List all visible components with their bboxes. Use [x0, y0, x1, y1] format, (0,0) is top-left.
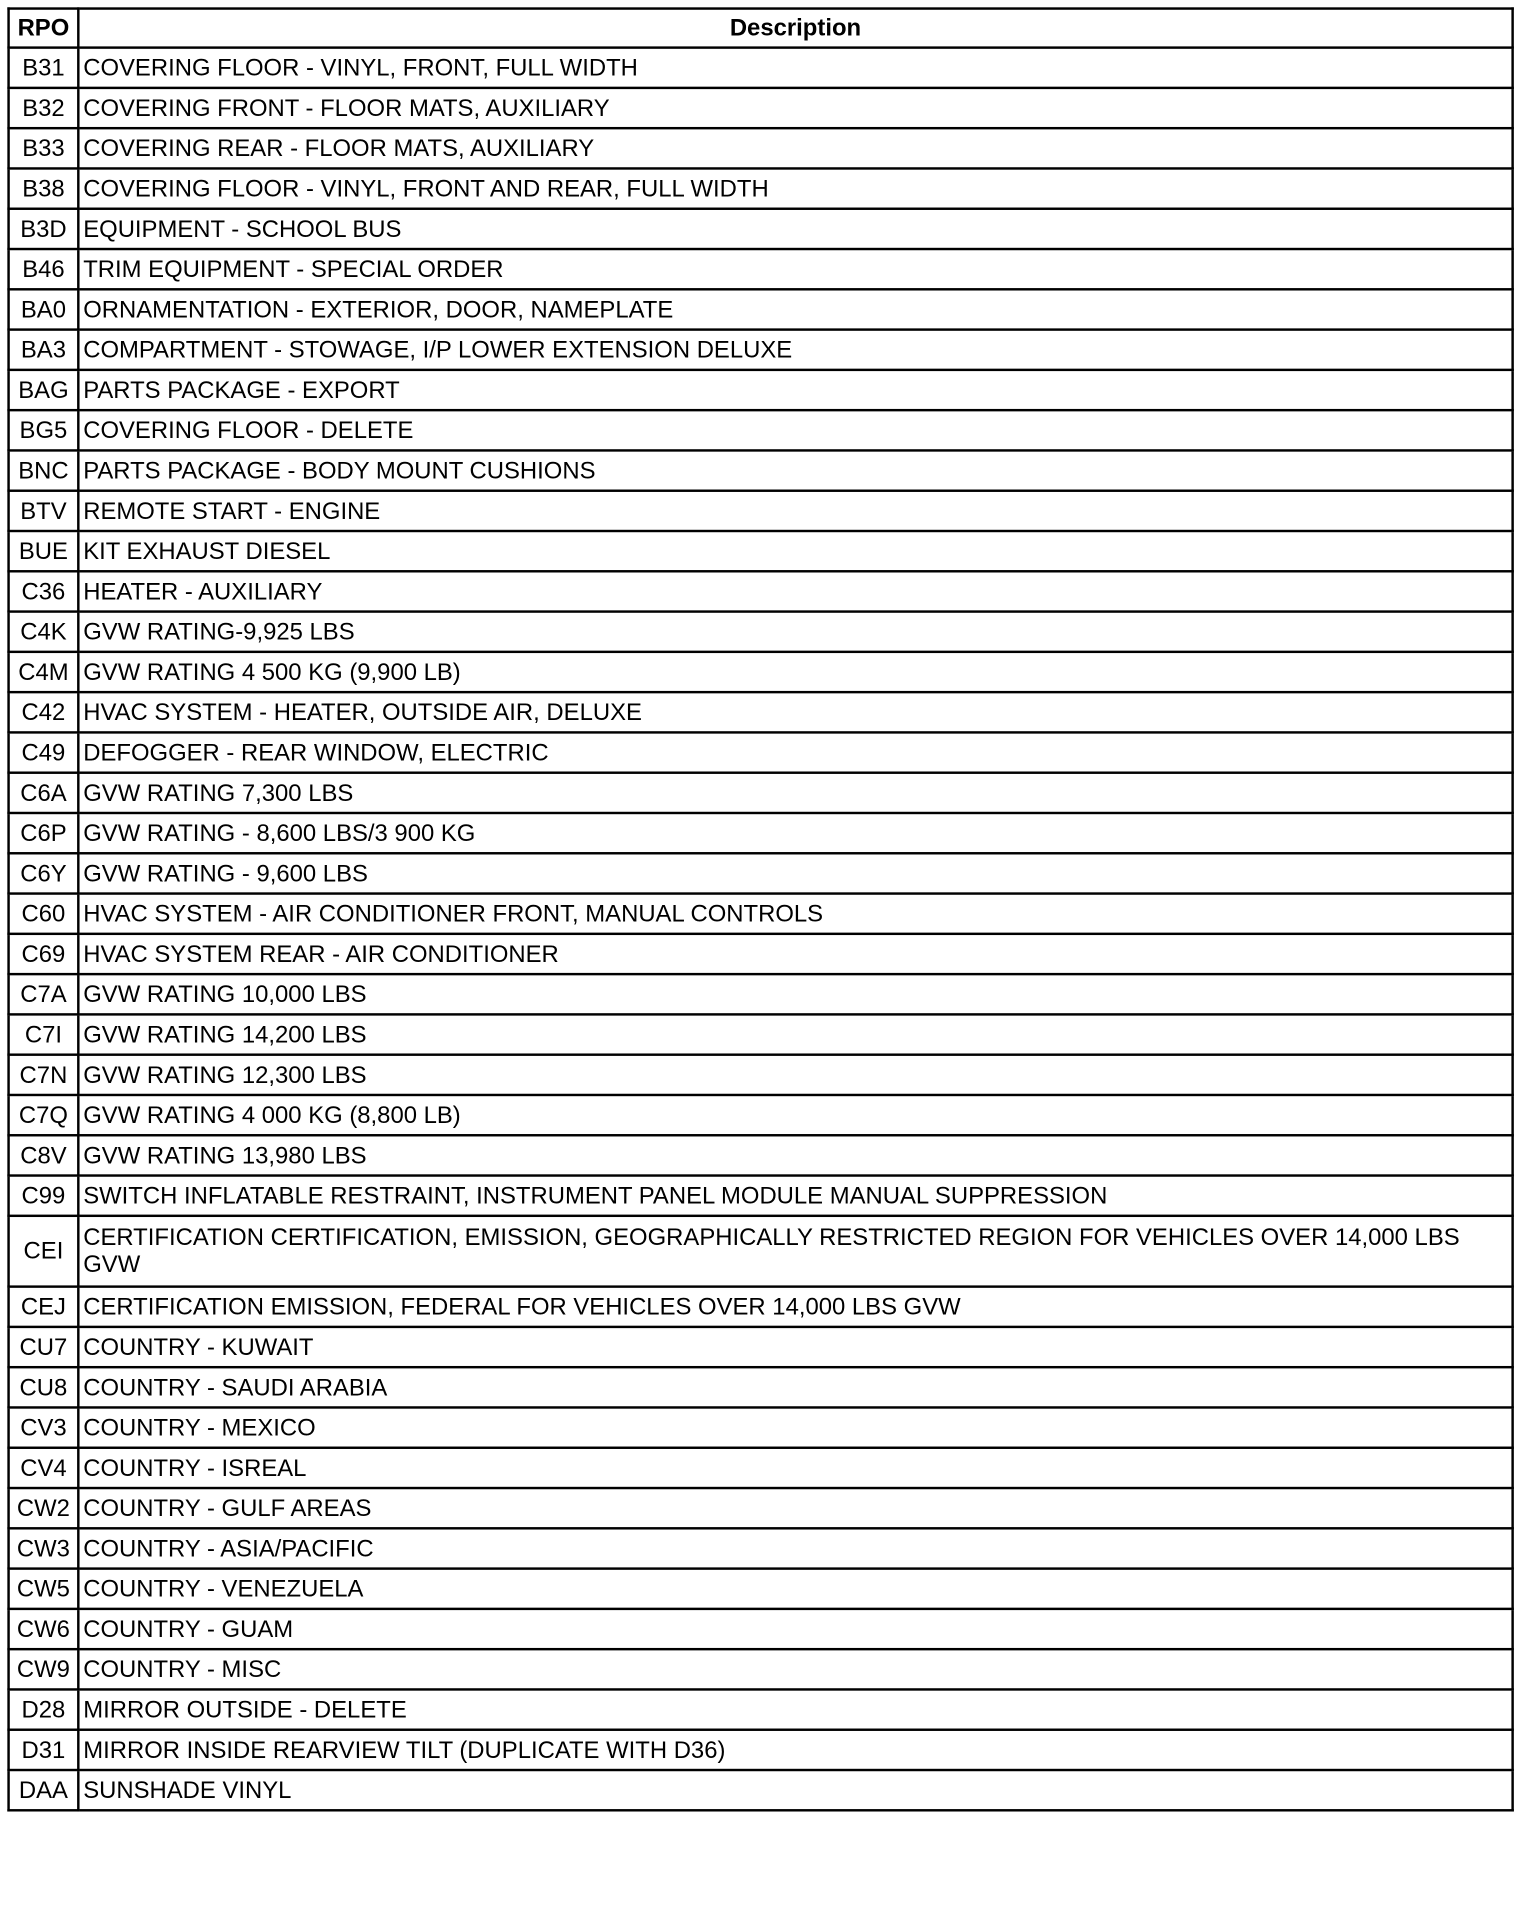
rpo-code-cell: C4M: [9, 652, 79, 692]
rpo-code-cell: C4K: [9, 612, 79, 652]
table-row: [9, 1528, 1513, 1568]
description-cell: SUNSHADE VINYL: [78, 1770, 1512, 1810]
table-row: [9, 1730, 1513, 1770]
table-row: [9, 88, 1513, 128]
description-cell: GVW RATING - 8,600 LBS/3 900 KG: [78, 813, 1512, 853]
description-cell: GVW RATING 4 000 KG (8,800 LB): [78, 1095, 1512, 1135]
description-cell: COVERING REAR - FLOOR MATS, AUXILIARY: [78, 128, 1512, 168]
table-body: [9, 48, 1513, 1811]
table-row: [9, 1569, 1513, 1609]
table-row: [9, 1407, 1513, 1447]
description-cell: COUNTRY - GUAM: [78, 1609, 1512, 1649]
table-row: [9, 1448, 1513, 1488]
table-row: [9, 370, 1513, 410]
rpo-code-cell: BA3: [9, 330, 79, 370]
rpo-code-cell: CW5: [9, 1569, 79, 1609]
rpo-code-cell: CW6: [9, 1609, 79, 1649]
table-row: [9, 128, 1513, 168]
rpo-code-cell: BTV: [9, 491, 79, 531]
rpo-code-cell: CEJ: [9, 1287, 79, 1327]
table-row: [9, 410, 1513, 450]
rpo-column-header: RPO: [9, 9, 79, 48]
rpo-code-cell: C7N: [9, 1055, 79, 1095]
description-cell: COVERING FLOOR - VINYL, FRONT AND REAR, FULL WIDTH: [78, 168, 1512, 208]
description-cell: KIT EXHAUST DIESEL: [78, 531, 1512, 571]
table-row: [9, 1327, 1513, 1367]
rpo-code-cell: BUE: [9, 531, 79, 571]
rpo-code-cell: B3D: [9, 209, 79, 249]
rpo-code-cell: BAG: [9, 370, 79, 410]
description-cell: COVERING FLOOR - DELETE: [78, 410, 1512, 450]
description-cell: PARTS PACKAGE - EXPORT: [78, 370, 1512, 410]
description-cell: COUNTRY - ISREAL: [78, 1448, 1512, 1488]
table-row: [9, 692, 1513, 732]
table-row: [9, 934, 1513, 974]
rpo-code-cell: C36: [9, 571, 79, 611]
rpo-code-cell: CU7: [9, 1327, 79, 1367]
table-row: [9, 531, 1513, 571]
table-row: [9, 330, 1513, 370]
rpo-code-cell: CEI: [9, 1216, 79, 1287]
description-cell: COUNTRY - VENEZUELA: [78, 1569, 1512, 1609]
rpo-code-cell: C7Q: [9, 1095, 79, 1135]
table-row: [9, 1055, 1513, 1095]
rpo-code-cell: BG5: [9, 410, 79, 450]
description-cell: MIRROR OUTSIDE - DELETE: [78, 1689, 1512, 1729]
table-row: [9, 168, 1513, 208]
table-row: [9, 1488, 1513, 1528]
description-cell: GVW RATING 7,300 LBS: [78, 773, 1512, 813]
description-cell: ORNAMENTATION - EXTERIOR, DOOR, NAMEPLATE: [78, 289, 1512, 329]
description-cell: GVW RATING - 9,600 LBS: [78, 853, 1512, 893]
table-row: [9, 1176, 1513, 1216]
description-cell: COVERING FRONT - FLOOR MATS, AUXILIARY: [78, 88, 1512, 128]
table-row: [9, 652, 1513, 692]
rpo-code-cell: B38: [9, 168, 79, 208]
description-cell: COUNTRY - ASIA/PACIFIC: [78, 1528, 1512, 1568]
description-cell: TRIM EQUIPMENT - SPECIAL ORDER: [78, 249, 1512, 289]
rpo-code-cell: C7I: [9, 1014, 79, 1054]
rpo-code-cell: C49: [9, 732, 79, 772]
description-cell: DEFOGGER - REAR WINDOW, ELECTRIC: [78, 732, 1512, 772]
description-column-header: Description: [78, 9, 1512, 48]
description-cell: GVW RATING 14,200 LBS: [78, 1014, 1512, 1054]
table-row: [9, 1095, 1513, 1135]
table-row: [9, 491, 1513, 531]
rpo-code-cell: D28: [9, 1689, 79, 1729]
description-cell: HVAC SYSTEM - AIR CONDITIONER FRONT, MANUAL CONTROLS: [78, 894, 1512, 934]
description-cell: COVERING FLOOR - VINYL, FRONT, FULL WIDTH: [78, 48, 1512, 88]
rpo-code-cell: BA0: [9, 289, 79, 329]
table-row: [9, 894, 1513, 934]
table-row: [9, 209, 1513, 249]
table-row: [9, 571, 1513, 611]
description-cell: PARTS PACKAGE - BODY MOUNT CUSHIONS: [78, 450, 1512, 490]
rpo-code-cell: CV4: [9, 1448, 79, 1488]
rpo-code-cell: B31: [9, 48, 79, 88]
description-cell: EQUIPMENT - SCHOOL BUS: [78, 209, 1512, 249]
description-cell: MIRROR INSIDE REARVIEW TILT (DUPLICATE WITH D36): [78, 1730, 1512, 1770]
description-cell: COUNTRY - KUWAIT: [78, 1327, 1512, 1367]
table-row: [9, 1287, 1513, 1327]
rpo-code-cell: C6A: [9, 773, 79, 813]
description-cell: CERTIFICATION EMISSION, FEDERAL FOR VEHICLES OVER 14,000 LBS GVW: [78, 1287, 1512, 1327]
description-cell: GVW RATING 4 500 KG (9,900 LB): [78, 652, 1512, 692]
table-row: [9, 1216, 1513, 1287]
rpo-code-cell: B32: [9, 88, 79, 128]
rpo-code-cell: CW9: [9, 1649, 79, 1689]
description-cell: COMPARTMENT - STOWAGE, I/P LOWER EXTENSION DELUXE: [78, 330, 1512, 370]
description-cell: HVAC SYSTEM - HEATER, OUTSIDE AIR, DELUXE: [78, 692, 1512, 732]
table-row: [9, 853, 1513, 893]
rpo-code-cell: CV3: [9, 1407, 79, 1447]
description-cell: COUNTRY - MEXICO: [78, 1407, 1512, 1447]
rpo-code-cell: C99: [9, 1176, 79, 1216]
table-row: [9, 450, 1513, 490]
table-row: [9, 249, 1513, 289]
rpo-code-cell: C60: [9, 894, 79, 934]
rpo-code-cell: B46: [9, 249, 79, 289]
description-cell: SWITCH INFLATABLE RESTRAINT, INSTRUMENT PANEL MODULE MANUAL SUPPRESSION: [78, 1176, 1512, 1216]
description-cell: HVAC SYSTEM REAR - AIR CONDITIONER: [78, 934, 1512, 974]
rpo-code-cell: BNC: [9, 450, 79, 490]
table-row: [9, 1689, 1513, 1729]
table-row: [9, 1367, 1513, 1407]
table-row: [9, 813, 1513, 853]
rpo-code-cell: C8V: [9, 1135, 79, 1175]
description-cell: COUNTRY - SAUDI ARABIA: [78, 1367, 1512, 1407]
table-row: [9, 612, 1513, 652]
table-row: [9, 1770, 1513, 1810]
rpo-code-cell: CU8: [9, 1367, 79, 1407]
description-cell: COUNTRY - MISC: [78, 1649, 1512, 1689]
rpo-code-cell: C42: [9, 692, 79, 732]
description-cell: GVW RATING 12,300 LBS: [78, 1055, 1512, 1095]
table-header-row: [9, 9, 1513, 48]
table-row: [9, 1135, 1513, 1175]
description-cell: GVW RATING 13,980 LBS: [78, 1135, 1512, 1175]
table-row: [9, 974, 1513, 1014]
description-cell: GVW RATING 10,000 LBS: [78, 974, 1512, 1014]
rpo-code-cell: C6Y: [9, 853, 79, 893]
table-row: [9, 1014, 1513, 1054]
rpo-code-cell: CW2: [9, 1488, 79, 1528]
rpo-code-cell: B33: [9, 128, 79, 168]
description-cell: GVW RATING-9,925 LBS: [78, 612, 1512, 652]
description-cell: COUNTRY - GULF AREAS: [78, 1488, 1512, 1528]
table-row: [9, 48, 1513, 88]
rpo-code-cell: DAA: [9, 1770, 79, 1810]
rpo-code-cell: D31: [9, 1730, 79, 1770]
table-row: [9, 773, 1513, 813]
description-cell: HEATER - AUXILIARY: [78, 571, 1512, 611]
table-row: [9, 1649, 1513, 1689]
description-cell: CERTIFICATION CERTIFICATION, EMISSION, GEOGRAPHICALLY RESTRICTED REGION FOR VEHICLES OVER 14,000 LBS GVW: [78, 1216, 1512, 1287]
description-cell: REMOTE START - ENGINE: [78, 491, 1512, 531]
table-row: [9, 732, 1513, 772]
rpo-code-cell: C6P: [9, 813, 79, 853]
rpo-code-cell: CW3: [9, 1528, 79, 1568]
rpo-code-cell: C7A: [9, 974, 79, 1014]
table-row: [9, 1609, 1513, 1649]
rpo-code-cell: C69: [9, 934, 79, 974]
rpo-table: [7, 7, 1513, 1811]
table-row: [9, 289, 1513, 329]
